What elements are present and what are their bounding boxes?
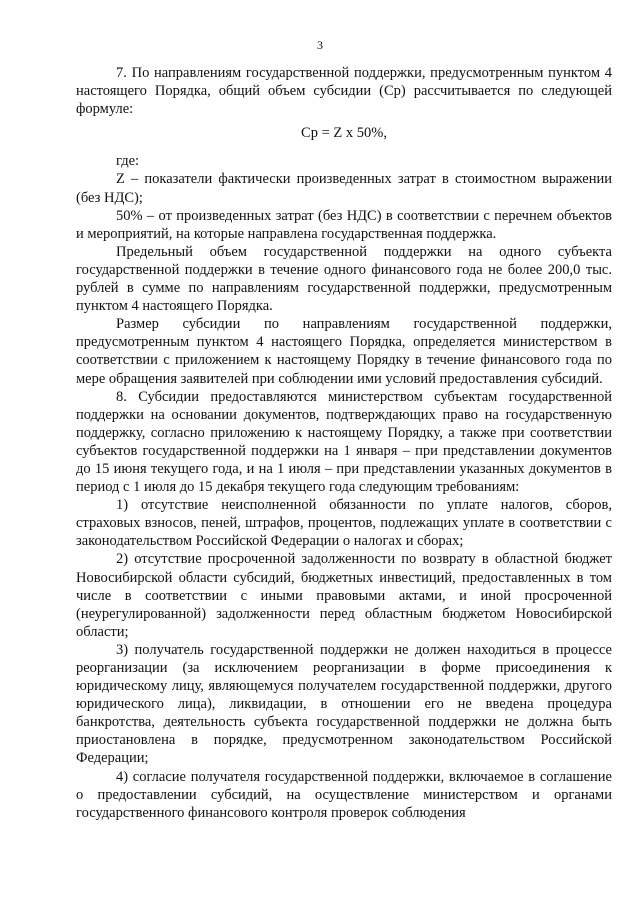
document-body (76, 64, 612, 822)
requirement-1: 1) отсутствие неисполненной обязанности по уплате налогов, сборов, страховых взносов, пеней, штрафов, процентов, подлежащих уплате в соответствии с законодательством Российской Федерации о налогах и сборах; (76, 497, 612, 550)
page-number: 3 (317, 38, 323, 52)
paragraph-subsidy-size: Размер субсидии по направлениям государственной поддержки, предусмотренным пунктом 4 настоящего Порядка, определяется министерством в соответствии с приложением к настоящему Порядку в течение финансового года по мере обращения заявителей при соблюдении ими условий предоставления субсидий. (76, 316, 612, 387)
formula: Ср = Z х 50%, (301, 125, 387, 142)
definition-z: Z – показатели фактически произведенных затрат в стоимостном выражении (без НДС); (76, 171, 612, 206)
definition-50-percent: 50% – от произведенных затрат (без НДС) в соответствии с перечнем объектов и мероприятий, на которые направлена государственная поддержка. (76, 207, 612, 242)
paragraph-7-formula-intro: 7. По направлениям государственной поддержки, предусмотренным пунктом 4 настоящего Порядка, общий объем субсидии (Ср) рассчитывается по следующей формуле: (76, 65, 612, 118)
paragraph-support-limit: Предельный объем государственной поддержки на одного субъекта государственной поддержки в течение одного финансового года не более 200,0 тыс. рублей в сумме по направлениям государственной поддержки, предусмотренным пунктом 4 настоящего Порядка. (76, 243, 612, 315)
where-label: где: (116, 153, 140, 170)
paragraph-8-subsidy-conditions: 8. Субсидии предоставляются министерством субъектам государственной поддержки на основании документов, подтверждающих право на государственную поддержку, согласно приложению к настоящему Порядку, а также при соответствии субъектов государственной поддержки на 1 января – при представлении документов до 15 июня текущего года, и на 1 июля – при представлении указанных документов в период с 1 июля до 15 декабря текущего года следующим требованиям: (76, 388, 612, 496)
requirement-3: 3) получатель государственной поддержки не должен находиться в процессе реорганизации (за исключением реорганизации в форме присоединения к юридическому лицу, являющемуся получателем государственной поддержки, другого юридического лица), ликвидации, в отношении его не введена процедура банкротства, деятельность субъекта государственной поддержки не должна быть приостановлена в порядке, предусмотренном законодательством Российской Федерации; (76, 641, 612, 767)
requirement-4: 4) согласие получателя государственной поддержки, включаемое в соглашение о предоставлении субсидий, на осуществление министерством и органами государственного финансового контроля проверок соблюдения (76, 768, 612, 821)
requirement-2: 2) отсутствие просроченной задолженности по возврату в областной бюджет Новосибирской области субсидий, бюджетных инвестиций, предоставленных в том числе в соответствии с иными правовыми актами, и иной просроченной (неурегулированной) задолженности перед областным бюджетом Новосибирской области; (76, 551, 612, 640)
